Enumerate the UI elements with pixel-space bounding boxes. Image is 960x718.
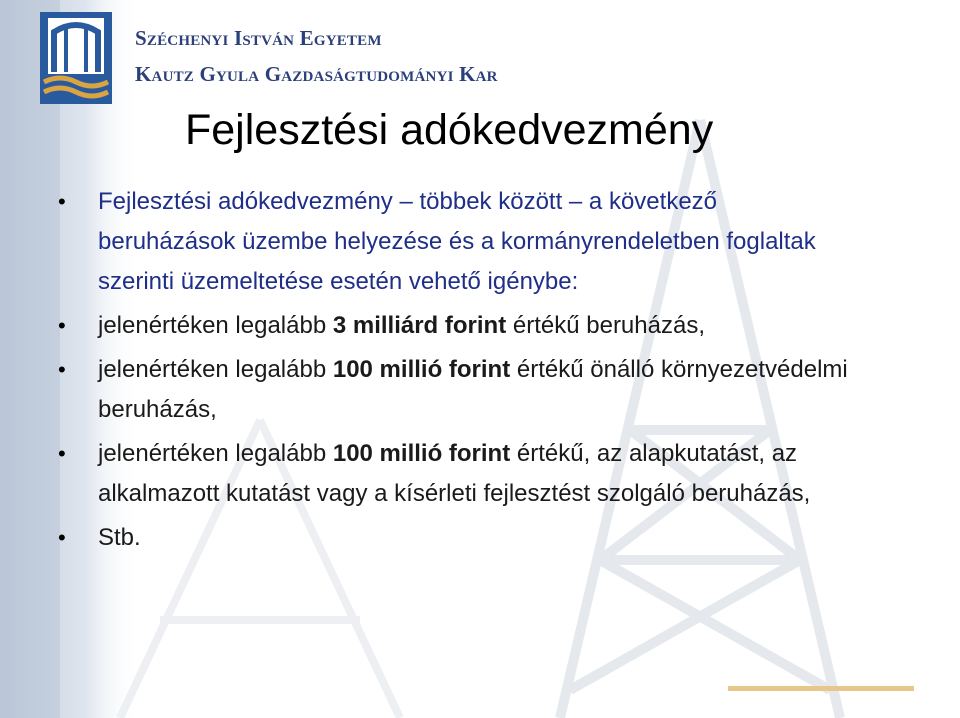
bullet-list bbox=[58, 182, 858, 562]
bullet-item-2-before: jelenértéken legalább bbox=[98, 356, 333, 383]
bullet-marker: • bbox=[58, 357, 66, 382]
bullet-item-3-before: jelenértéken legalább bbox=[98, 440, 333, 467]
slide-title: Fejlesztési adókedvezmény bbox=[185, 106, 714, 154]
university-bridge-logo-icon bbox=[40, 12, 112, 104]
bullet-item-3-after: értékű, az alapkutatást, az alkalmazott kutatást vagy a kísérleti fejlesztést szolgáló beruházás, bbox=[98, 440, 811, 507]
bullet-item-1-before: jelenértéken legalább bbox=[98, 312, 333, 339]
bullet-marker: • bbox=[58, 525, 66, 550]
bullet-etc bbox=[58, 518, 858, 558]
accent-line bbox=[728, 686, 914, 691]
bullet-item-1 bbox=[58, 306, 858, 346]
bullet-marker: • bbox=[58, 313, 66, 338]
bullet-item-2-after: értékű önálló környezetvédelmi beruházás, bbox=[98, 356, 848, 423]
bullet-marker: • bbox=[58, 441, 66, 466]
faculty-name: Kautz Gyula Gazdaságtudományi Kar bbox=[135, 62, 498, 86]
bullet-item-3-bold: 100 millió forint bbox=[332, 440, 511, 467]
bullet-intro-text: Fejlesztési adókedvezmény – többek között – a következő beruházások üzembe helyezése és a kormányrendeletben foglaltak szerinti üzemeltetése esetén vehető igénybe: bbox=[98, 188, 816, 295]
bullet-item-3 bbox=[58, 434, 858, 514]
bullet-marker: • bbox=[58, 189, 66, 214]
university-header bbox=[135, 26, 498, 86]
bullet-intro bbox=[58, 182, 858, 302]
bullet-etc-text: Stb. bbox=[98, 524, 141, 551]
bullet-item-2-bold: 100 millió forint bbox=[332, 356, 511, 383]
bullet-item-1-bold: 3 milliárd forint bbox=[332, 312, 507, 339]
bullet-item-1-after: értékű beruházás, bbox=[506, 312, 705, 339]
bullet-item-2 bbox=[58, 350, 858, 430]
university-name: Széchenyi István Egyetem bbox=[135, 26, 382, 50]
